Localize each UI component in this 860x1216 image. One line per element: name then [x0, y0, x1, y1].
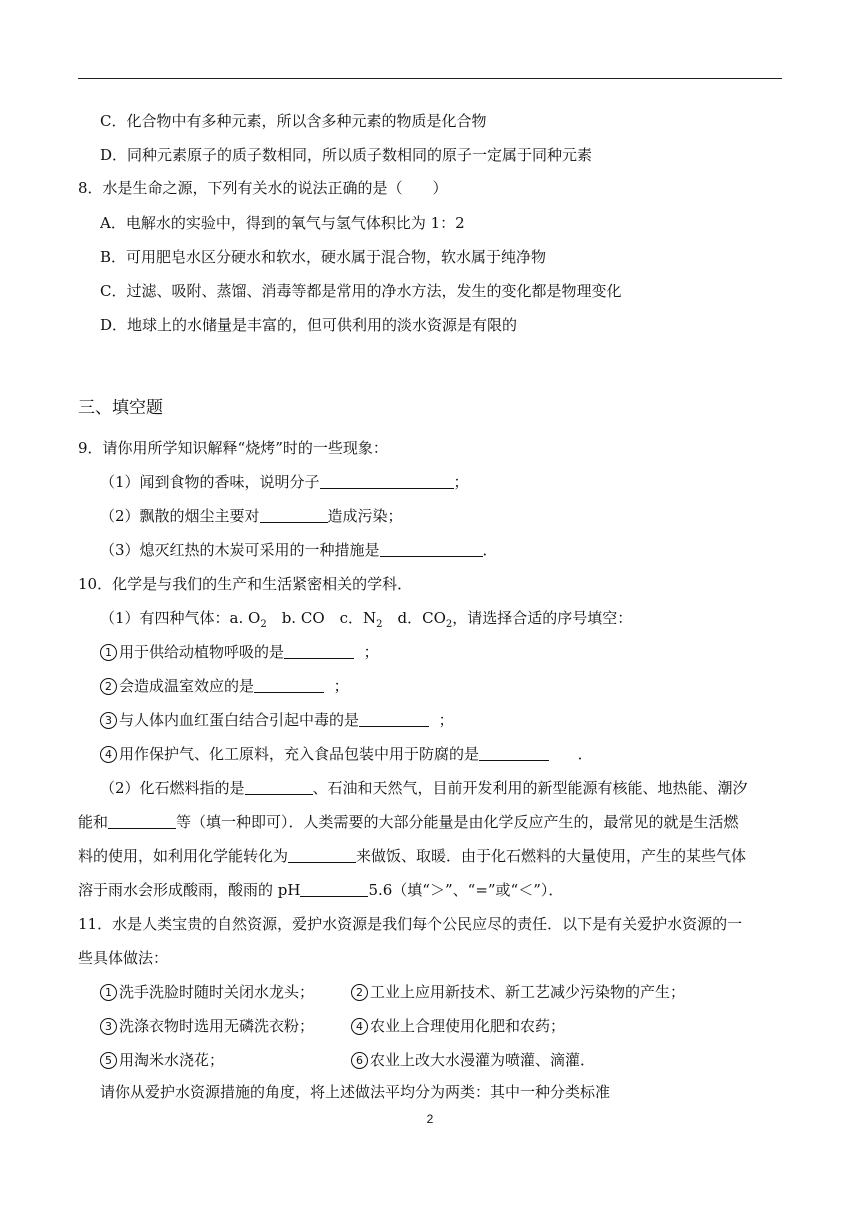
answer-blank[interactable] — [479, 745, 549, 761]
header-rule — [78, 78, 782, 79]
q8-option-d: D．地球上的水储量是丰富的，但可供利用的淡水资源是有限的 — [100, 316, 518, 334]
q11-option-5: 5 用淘米水浇花； — [100, 1050, 224, 1070]
q11-stem-line-2: 些具体做法： — [78, 949, 169, 967]
q11-stem-line-1: 11．水是人类宝贵的自然资源，爱护水资源是我们每个公民应尽的责任．以下是有关爱护水资源的一 — [78, 915, 743, 933]
q10-item-2: 2 会造成温室效应的是 ； — [100, 676, 349, 696]
q11-instruction: 请你从爱护水资源措施的角度，将上述做法平均分为两类：其中一种分类标准 — [100, 1083, 611, 1101]
q11-option-3: 3 洗涤衣物时选用无磷洗衣粉； — [100, 1016, 314, 1036]
q11-option-6: 6 农业上改大水漫灌为喷灌、滴灌． — [351, 1050, 595, 1070]
q9-part-1: （1）闻到食物的香味，说明分子 ； — [100, 473, 469, 491]
answer-blank[interactable] — [260, 507, 328, 523]
q10-part-2-line-3: 料的使用，如利用化学能转化为 来做饭、取暖．由于化石燃料的大量使用，产生的某些气体 — [78, 847, 747, 865]
q10-part-2-line-2: 能和 等（填一种即可）．人类需要的大部分能量是由化学反应产生的，最常见的就是生活燃 — [78, 813, 739, 831]
q11-option-2: 2 工业上应用新技术、新工艺减少污染物的产生； — [351, 982, 685, 1002]
answer-blank[interactable] — [288, 847, 356, 863]
answer-blank[interactable] — [245, 779, 313, 795]
circled-number: 3 — [100, 712, 117, 729]
q11-option-4: 4 农业上合理使用化肥和农药； — [351, 1016, 565, 1036]
q9-part-3: （3）熄灭红热的木炭可采用的一种措施是 ． — [100, 541, 498, 559]
circled-number: 4 — [351, 1018, 368, 1035]
q10-part-2-line-4: 溶于雨水会形成酸雨，酸雨的 pH 5.6（填“＞”、“=”或“＜”）． — [78, 881, 564, 899]
q8-option-a: A．电解水的实验中，得到的氧气与氢气体积比为 1：2 — [100, 214, 465, 232]
circled-number: 2 — [351, 984, 368, 1001]
page-number: 2 — [426, 1112, 434, 1126]
circled-number: 4 — [100, 746, 117, 763]
answer-blank[interactable] — [320, 473, 454, 489]
q8-stem: 8．水是生命之源，下列有关水的说法正确的是（ ） — [78, 179, 448, 197]
section-heading: 三、填空题 — [78, 398, 163, 418]
q10-item-3: 3 与人体内血红蛋白结合引起中毒的是 ； — [100, 710, 454, 730]
answer-blank[interactable] — [359, 711, 429, 727]
q10-part-2-line-1: （2）化石燃料指的是 、石油和天然气，目前开发利用的新型能源有核能、地热能、潮汐 — [100, 779, 748, 797]
q10-item-4: 4 用作保护气、化工原料，充入食品包装中用于防腐的是 ． — [100, 744, 593, 764]
circled-number: 1 — [100, 644, 117, 661]
q9-stem: 9．请你用所学知识解释“烧烤”时的一些现象： — [78, 439, 388, 457]
q10-stem: 10．化学是与我们的生产和生活紧密相关的学科． — [78, 575, 413, 593]
answer-blank[interactable] — [254, 677, 324, 693]
q10-item-1: 1 用于供给动植物呼吸的是 ； — [100, 642, 379, 662]
q9-part-2: （2）飘散的烟尘主要对 造成污染； — [100, 507, 403, 525]
q11-option-1: 1 洗手洗脸时随时关闭水龙头； — [100, 982, 314, 1002]
circled-number: 5 — [100, 1052, 117, 1069]
q7-option-c: C．化合物中有多种元素，所以含多种元素的物质是化合物 — [100, 112, 487, 130]
q8-option-b: B．可用肥皂水区分硬水和软水，硬水属于混合物，软水属于纯净物 — [100, 248, 547, 266]
q10-part-1: （1）有四种气体：a. $O_2$ b. CO c．$N_2$ d．$CO_2$，请选择合适的序号填空： — [100, 609, 633, 630]
circled-number: 6 — [351, 1052, 368, 1069]
answer-blank[interactable] — [300, 881, 368, 897]
circled-number: 2 — [100, 678, 117, 695]
answer-blank[interactable] — [284, 643, 354, 659]
answer-blank[interactable] — [108, 813, 176, 829]
q8-option-c: C．过滤、吸附、蒸馏、消毒等都是常用的净水方法，发生的变化都是物理变化 — [100, 282, 622, 300]
circled-number: 1 — [100, 984, 117, 1001]
circled-number: 3 — [100, 1018, 117, 1035]
answer-blank[interactable] — [380, 541, 483, 557]
q7-option-d: D．同种元素原子的质子数相同，所以质子数相同的原子一定属于同种元素 — [100, 146, 593, 164]
